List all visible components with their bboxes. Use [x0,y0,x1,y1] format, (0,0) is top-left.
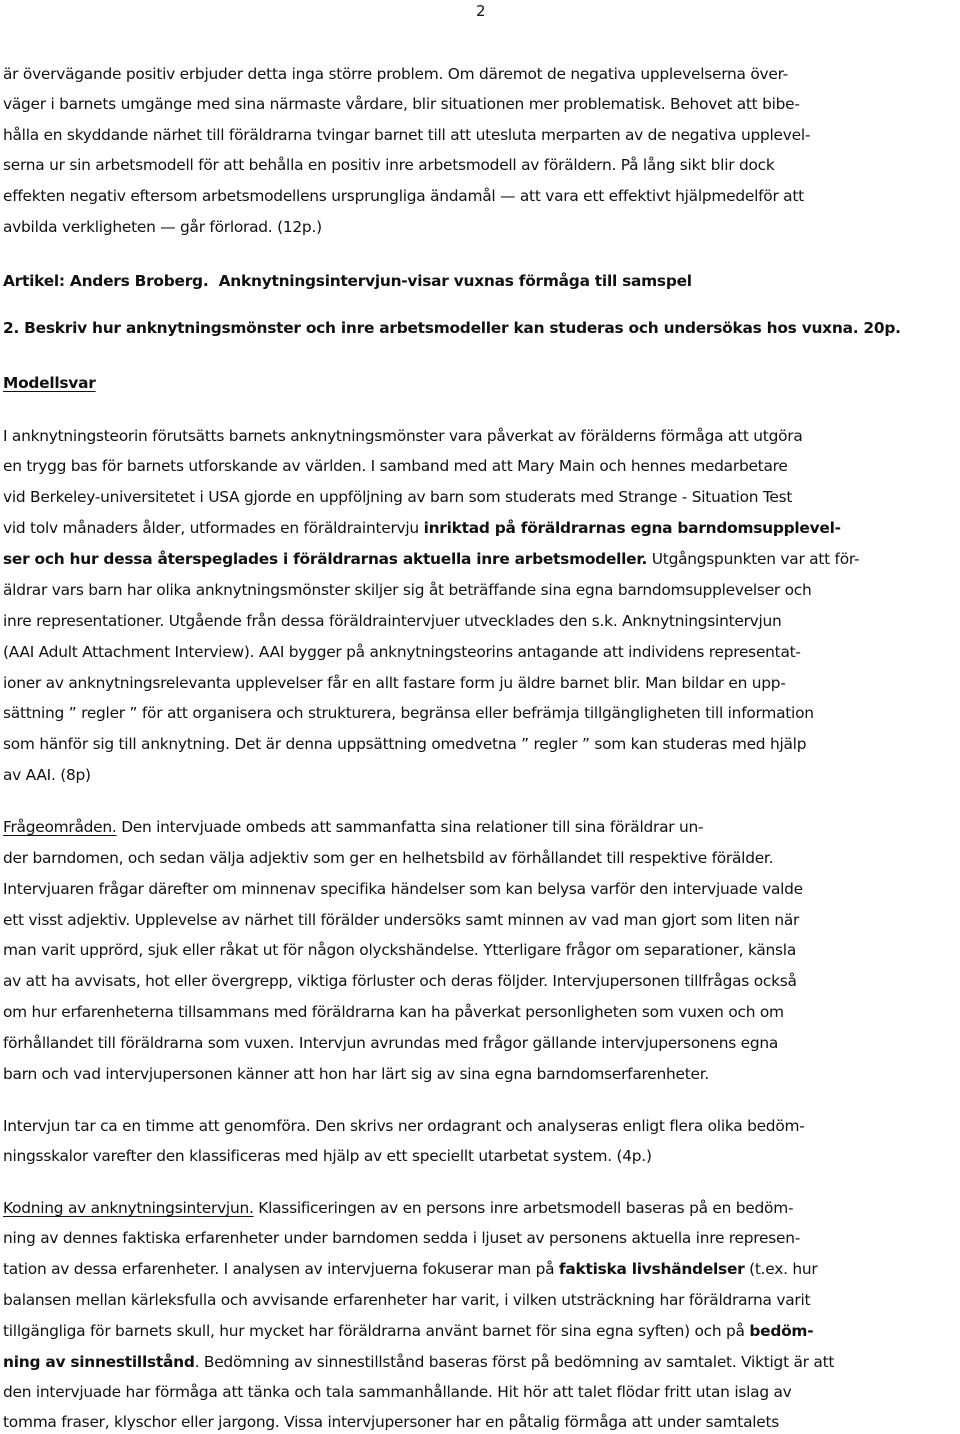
text-line: vid Berkeley-universitetet i USA gjorde en uppföljning av barn som studerats med Strange - Situation Test [3,488,793,506]
text-line: serna ur sin arbetsmodell för att behålla en positiv inre arbetsmodell av föräldern. På lång sikt blir dock [3,156,775,174]
text-line: balansen mellan kärleksfulla och avvisande erfarenheter har varit, i vilken utsträckning har föräldrarna varit [3,1291,811,1309]
section-heading: Frågeområden. [3,818,117,836]
text-line: ett visst adjektiv. Upplevelse av närhet till förälder undersöks samt minnen av vad man gjort som liten när [3,911,800,929]
text-line: som hänför sig till anknytning. Det är denna uppsättning omedvetna ” regler ” som kan studeras med hjälp [3,735,807,753]
bold-phrase: inriktad på föräldrarnas egna barndomsupplevel- [423,519,841,537]
text-line: den intervjuade har förmåga att tänka och tala sammanhållande. Hit hör att talet flödar fritt utan islag av [3,1383,792,1401]
text-line: väger i barnets umgänge med sina närmaste vårdare, blir situationen mer problematisk. Behovet att bibe- [3,95,800,113]
text-line: Kodning av anknytningsintervjun. Klassificeringen av en persons inre arbetsmodell baseras på en bedöm- [3,1199,794,1217]
text-line: (AAI Adult Attachment Interview). AAI bygger på anknytningsteorins antagande att individens representat- [3,643,801,661]
text-line: man varit upprörd, sjuk eller råkat ut för någon olyckshändelse. Ytterligare frågor om separationer, känsla [3,941,797,959]
text-line: barn och vad intervjupersonen känner att hon har lärt sig av sina egna barndomserfarenheter. [3,1065,710,1083]
article-title: Anknytningsintervjun-visar vuxnas förmåga till samspel [218,272,692,290]
section-heading: Kodning av anknytningsintervjun. [3,1199,254,1217]
article-author: Artikel: Anders Broberg. [3,272,209,290]
text-line: ning av dennes faktiska erfarenheter under barndomen sedda i ljuset av personens aktuella inre represen- [3,1229,801,1247]
text-line: avbilda verkligheten — går förlorad. (12p.) [3,218,322,236]
text-line: ningsskalor varefter den klassificeras med hjälp av ett speciellt utarbetat system. (4p.) [3,1147,652,1165]
article-reference [3,271,692,291]
text-line: ioner av anknytningsrelevanta upplevelser får en allt fastare form ju äldre barnet blir. Man bildar en upp- [3,674,786,692]
text-line: der barndomen, och sedan välja adjektiv som ger en helhetsbild av förhållandet till respektive förälder. [3,849,774,867]
text-line: en trygg bas för barnets utforskande av världen. I samband med att Mary Main och hennes medarbetare [3,457,788,475]
bold-phrase: ning av sinnestillstånd [3,1353,195,1371]
text-line: äldrar vars barn har olika anknytningsmönster skiljer sig åt beträffande sina egna barndomsupplevelser och [3,581,812,599]
text-line: ser och hur dessa återspeglades i föräldrarnas aktuella inre arbetsmodeller. Utgångspunkten var att för- [3,550,860,568]
model-answer-heading: Modellsvar [3,374,96,392]
text-line: Intervjun tar ca en timme att genomföra. Den skrivs ner ordagrant och analyseras enligt flera olika bedöm- [3,1117,805,1135]
text-line: förhållandet till föräldrarna som vuxen. Intervjun avrundas med frågor gällande intervjupersonens egna [3,1034,779,1052]
bold-phrase: bedöm- [749,1322,814,1340]
text-line: Intervjuaren frågar därefter om minnenav specifika händelser som kan belysa varför den intervjuade valde [3,880,803,898]
text-line: av att ha avvisats, hot eller övergrepp, viktiga förluster och deras följder. Intervjupersonen tillfrågas också [3,972,797,990]
text-line: om hur erfarenheterna tillsammans med föräldrarna kan ha påverkat personligheten som vuxen och om [3,1003,784,1021]
exam-question: 2. Beskriv hur anknytningsmönster och inre arbetsmodeller kan studeras och undersökas hos vuxna. 20p. [3,319,901,337]
text-line: vid tolv månaders ålder, utformades en föräldraintervju inriktad på föräldrarnas egna barndomsupplevel- [3,519,841,537]
text-line: inre representationer. Utgående från dessa föräldraintervjuer utvecklades den s.k. Anknytningsintervjun [3,612,782,630]
text-line: tillgängliga för barnets skull, hur mycket har föräldrarna använt barnet för sina egna syften) och på bedöm- [3,1322,814,1340]
text-line: är övervägande positiv erbjuder detta inga större problem. Om däremot de negativa upplevelserna över- [3,65,788,83]
bold-phrase: ser och hur dessa återspeglades i föräldrarnas aktuella inre arbetsmodeller. [3,550,648,568]
text-line: Frågeområden. Den intervjuade ombeds att sammanfatta sina relationer till sina föräldrar un- [3,818,704,836]
text-line: tation av dessa erfarenheter. I analysen av intervjuerna fokuserar man på faktiska livshändelser (t.ex. hur [3,1260,818,1278]
text-line: sättning ” regler ” för att organisera och strukturera, begränsa eller befrämja tillgängligheten till information [3,704,814,722]
bold-phrase: faktiska livshändelser [558,1260,745,1278]
text-line: hålla en skyddande närhet till föräldrarna tvingar barnet till att utesluta merparten av de negativa upplevel- [3,126,811,144]
page-number: 2 [476,2,486,20]
text-line: tomma fraser, klyschor eller jargong. Vissa intervjupersoner har en påtalig förmåga att under samtalets [3,1413,780,1431]
text-line: ning av sinnestillstånd. Bedömning av sinnestillstånd baseras först på bedömning av samtalet. Viktigt är att [3,1353,835,1371]
text-line: I anknytningsteorin förutsätts barnets anknytningsmönster vara påverkat av förälderns förmåga att utgöra [3,427,803,445]
text-line: av AAI. (8p) [3,766,91,784]
text-line: effekten negativ eftersom arbetsmodellens ursprungliga ändamål — att vara ett effektivt hjälpmedelför att [3,187,804,205]
